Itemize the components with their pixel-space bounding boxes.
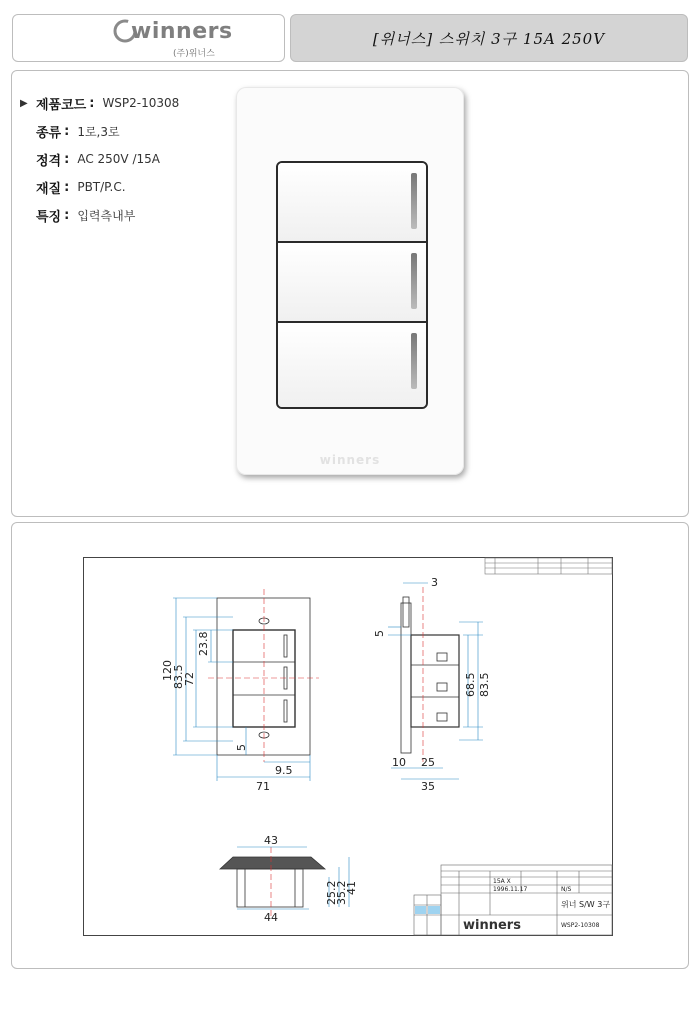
- dim-bottom-height-1: 25.2: [325, 880, 338, 905]
- product-title-bar: [290, 14, 688, 62]
- dim-bottom-width-bottom: 44: [264, 911, 278, 924]
- spec-value: AC 250V /15A: [77, 152, 160, 166]
- brand-subtitle: (주)위너스: [173, 49, 215, 59]
- spec-value: 1로,3로: [77, 124, 120, 139]
- dim-side-frame: 83.5: [478, 672, 491, 697]
- dim-front-bottom-gap: 5: [235, 744, 248, 751]
- dim-side-depth-front: 10: [392, 756, 406, 769]
- dim-side-depth-total: 35: [421, 780, 435, 793]
- dim-front-rocker-pitch: 23.8: [197, 631, 210, 656]
- spec-value: PBT/P.C.: [77, 180, 126, 194]
- title-block-date: 1996.11.17: [493, 886, 528, 893]
- spec-value: 입력측내부: [77, 208, 136, 223]
- brand-logo[interactable]: [12, 14, 285, 62]
- title-block-scale: N/S: [561, 886, 572, 893]
- dim-bottom-height-2: 35.2: [335, 880, 348, 905]
- indicator-light-icon: [411, 253, 417, 309]
- dim-bottom-width-top: 43: [264, 834, 278, 847]
- dim-front-height-total: 120: [161, 660, 174, 681]
- product-info-panel: [11, 70, 689, 517]
- spec-list: [20, 89, 179, 229]
- dim-side-body: 68.5: [464, 672, 477, 697]
- rocker-switch-1: [278, 163, 426, 243]
- dim-front-width-total: 71: [256, 780, 270, 793]
- switch-product-photo: [236, 87, 464, 475]
- brand-name: winners: [131, 19, 233, 44]
- dim-front-height-inner: 72: [183, 672, 196, 686]
- rocker-switch-3: [278, 323, 426, 407]
- title-block-name: 위너 S/W 3구: [561, 900, 611, 909]
- spec-row-rating: 정격 : AC 250V /15A: [36, 151, 160, 169]
- spec-row-code: ▶ 제품코드 : WSP2-10308: [20, 95, 180, 113]
- triangle-bullet-icon: ▶: [20, 97, 28, 109]
- dim-side-top: 3: [431, 576, 438, 589]
- title-block-dwg-no: WSP2-10308: [561, 922, 600, 929]
- rocker-switch-2: [278, 243, 426, 323]
- dim-bottom-height-3: 41: [345, 881, 358, 895]
- dim-front-height-frame: 83.5: [172, 664, 185, 689]
- technical-drawing: [83, 557, 613, 937]
- dim-front-hole-offset: 9.5: [275, 764, 293, 777]
- indicator-light-icon: [411, 333, 417, 389]
- spec-label: 제품코드: [36, 97, 87, 113]
- dim-side-depth-mid: 25: [421, 756, 435, 769]
- spec-row-type: 종류 : 1로,3로: [36, 123, 120, 141]
- spec-label: 특징: [36, 209, 62, 225]
- spec-label: 종류: [36, 125, 62, 141]
- spec-label: 재질: [36, 181, 62, 197]
- spec-value: WSP2-10308: [102, 96, 180, 110]
- product-title: [위너스] 스위치 3구 15A 250V: [372, 29, 606, 48]
- spec-row-material: 재질 : PBT/P.C.: [36, 179, 126, 197]
- spec-label: 정격: [36, 153, 62, 169]
- spec-row-feature: 특징 : 입력측내부: [36, 207, 136, 225]
- indicator-light-icon: [411, 173, 417, 229]
- technical-drawing-panel: [11, 522, 689, 969]
- dim-side-left-gap: 5: [373, 630, 386, 637]
- title-block-brand: winners: [463, 918, 521, 933]
- plate-brand-mark: winners: [319, 453, 381, 467]
- title-block-material: 15A X: [493, 878, 511, 885]
- rocker-frame: [276, 161, 428, 409]
